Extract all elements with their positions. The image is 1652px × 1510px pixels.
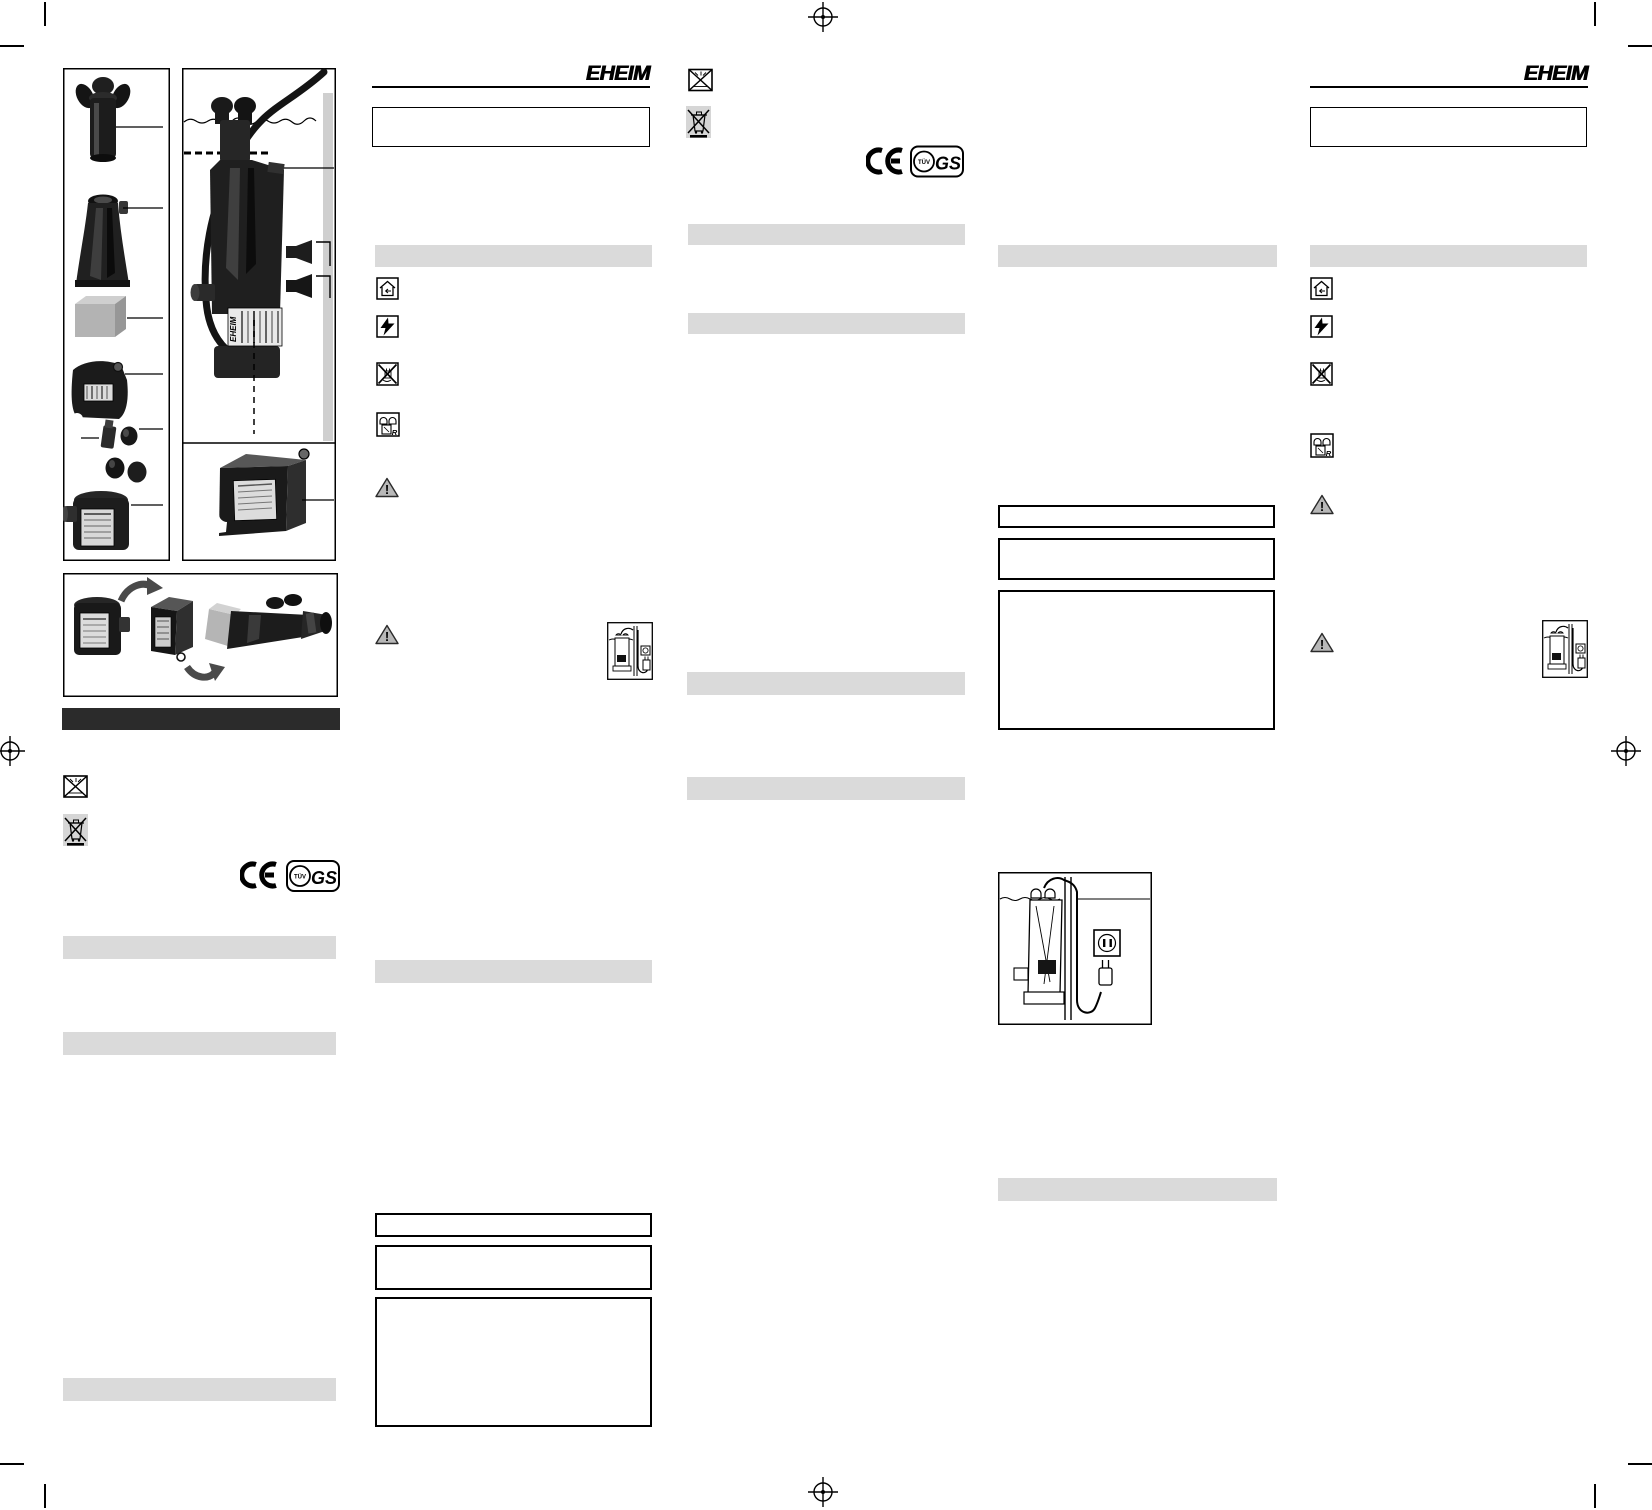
weee-icon [686, 105, 711, 139]
crop-mark [1628, 1463, 1652, 1465]
unplug-icon [1310, 362, 1333, 386]
tuv-gs-mark [286, 860, 340, 892]
section-heading-bar [375, 245, 652, 267]
spec-box [375, 1213, 652, 1237]
warning-icon [375, 477, 399, 498]
crop-mark [1594, 1484, 1596, 1508]
unplug-icon [376, 362, 399, 386]
brand-logo: EHEIM [1523, 62, 1588, 85]
tuv-gs-mark [910, 145, 964, 178]
spec-box [998, 538, 1275, 580]
crop-mark [1594, 2, 1596, 26]
part-cone-cover [75, 195, 163, 288]
svg-text:GS: GS [934, 153, 962, 174]
spec-box [998, 590, 1275, 730]
spec-box [998, 505, 1275, 528]
section-heading-bar [998, 245, 1277, 267]
section-heading-bar [688, 224, 965, 245]
high-voltage-icon [376, 315, 399, 338]
crop-mark [44, 1484, 46, 1508]
part-outlet-head [72, 77, 163, 162]
registration-mark [1610, 735, 1642, 767]
registration-mark [807, 1476, 839, 1508]
svg-text:TÜV: TÜV [294, 874, 306, 881]
section-heading-bar [687, 672, 965, 695]
submersible-pump-icon [376, 412, 400, 437]
spec-box [375, 1245, 652, 1290]
section-heading-bar [63, 936, 336, 959]
do-not-discard-icon [63, 775, 88, 798]
section-heading-bar [63, 1032, 336, 1055]
part-suction-cups [81, 419, 163, 482]
registration-mark [807, 1, 839, 33]
part-motor [63, 491, 163, 550]
title-bar [62, 708, 340, 730]
svg-text:R: R [391, 428, 398, 437]
motor-unit [74, 597, 130, 655]
svg-text:!: ! [1319, 499, 1325, 514]
arrow-right-icon [121, 577, 163, 601]
section-heading-bar [998, 1178, 1277, 1201]
svg-text:GS: GS [310, 868, 338, 888]
part-sponge [75, 296, 163, 337]
ce-mark [866, 146, 904, 176]
side-port [191, 284, 216, 301]
assembled-pump [205, 594, 332, 649]
registration-mark [0, 735, 28, 767]
do-not-discard-icon [688, 68, 713, 92]
crop-mark [0, 1463, 24, 1465]
figure-parts-exploded [63, 68, 170, 561]
spec-box [375, 1297, 652, 1427]
warning-icon [375, 624, 399, 645]
plug-icon [1099, 960, 1112, 985]
figure-assembled-pump [182, 68, 336, 561]
arrow-down-icon [187, 663, 225, 681]
part-bracket [71, 361, 163, 425]
header-rule [1310, 86, 1588, 88]
warning-icon [1310, 632, 1334, 653]
section-heading-bar [688, 313, 965, 334]
mounting-bracket [219, 449, 334, 536]
crop-mark [1628, 45, 1652, 47]
power-outlet-icon [1094, 930, 1120, 956]
ce-mark [240, 860, 278, 890]
model-listing-box [1310, 107, 1587, 147]
svg-text:!: ! [384, 629, 390, 644]
svg-text:EHEIM: EHEIM [229, 316, 238, 342]
indoor-use-icon [1310, 277, 1333, 300]
svg-text:!: ! [1319, 637, 1325, 652]
indoor-use-icon [376, 277, 399, 300]
svg-text:TÜV: TÜV [918, 160, 930, 166]
figure-assembly-sequence [63, 573, 338, 697]
section-heading-bar [687, 777, 965, 800]
header-rule [372, 86, 650, 88]
section-heading-bar [63, 1378, 336, 1401]
svg-text:!: ! [384, 482, 390, 497]
figure-installation-small [607, 622, 653, 680]
high-voltage-icon [1310, 315, 1333, 338]
submersible-pump-icon [1310, 433, 1334, 458]
section-heading-bar [375, 960, 652, 983]
section-heading-bar [1310, 245, 1587, 267]
aquarium-glass-strip [323, 93, 333, 441]
crop-mark [0, 45, 24, 47]
figure-installation [998, 872, 1152, 1025]
weee-icon [63, 814, 88, 846]
pump-label [228, 308, 282, 346]
crop-mark [44, 2, 46, 26]
bracket-part [151, 597, 193, 661]
brand-logo: EHEIM [585, 62, 650, 85]
figure-installation-small [1542, 620, 1588, 678]
pump-outline [1014, 889, 1064, 1004]
warning-icon [1310, 494, 1334, 515]
model-listing-box [372, 107, 650, 147]
svg-text:R: R [1325, 449, 1332, 458]
